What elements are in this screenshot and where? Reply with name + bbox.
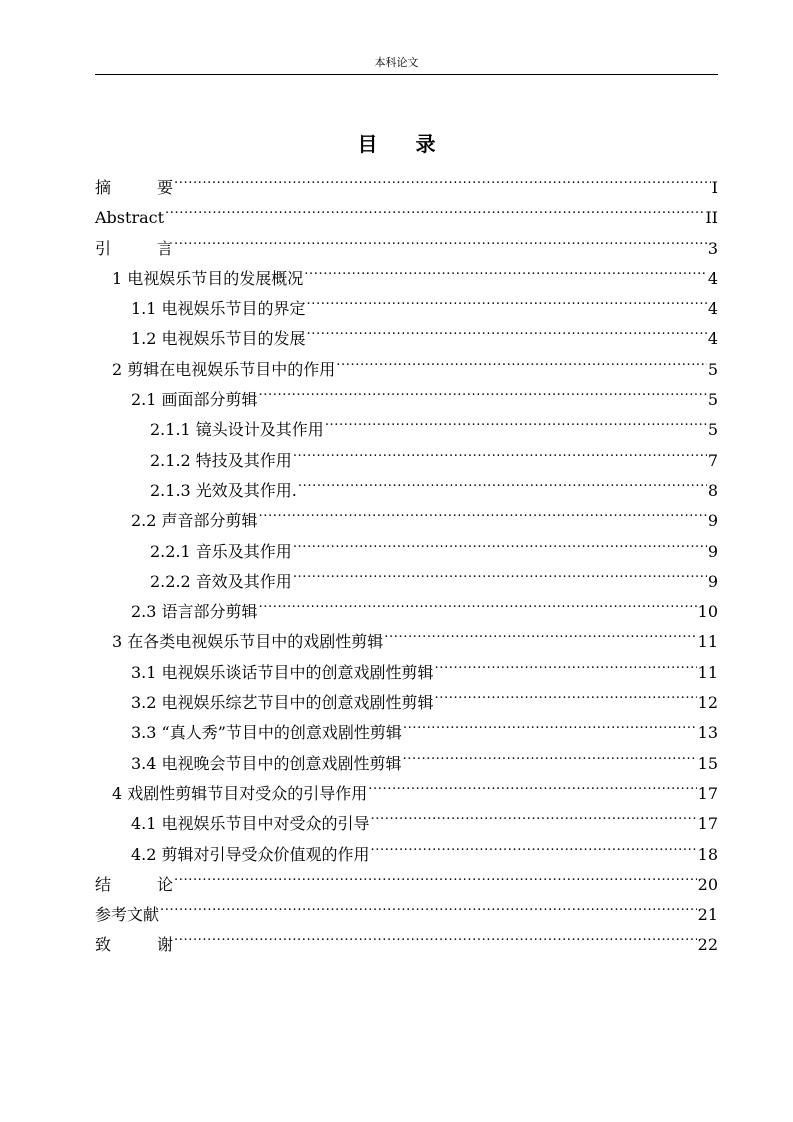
toc-dot-leader [293,557,707,587]
toc-dot-leader [403,708,697,738]
toc-page-number: 15 [697,753,718,773]
toc-dot-leader [174,163,711,193]
toc-entry[interactable] [95,920,718,955]
toc-page-number: 8 [707,480,718,500]
toc-dot-leader [435,648,697,678]
toc-page-number: 3 [707,238,718,258]
toc-dot-leader [384,617,696,647]
toc-entry-label: 引言 [95,238,220,258]
toc-entry-label: 3.3 “真人秀”节目中的创意戏剧性剪辑 [131,723,402,743]
toc-entry-label: 3.4 电视晚会节目中的创意戏剧性剪辑 [131,753,402,773]
toc-dot-leader [293,527,707,557]
toc-page-number: 7 [707,450,718,470]
toc-dot-leader [298,466,707,496]
toc-page-number: 17 [697,814,718,834]
toc-dot-leader [174,224,707,254]
toc-page-number: 12 [697,693,718,713]
toc-page-number: 9 [707,571,718,591]
toc-entry-label: 2 剪辑在电视娱乐节目中的作用 [112,359,336,379]
toc-dot-leader [435,678,697,708]
toc-dot-leader [160,890,697,920]
toc-dot-leader [307,284,707,314]
toc-page-number: II [705,208,718,228]
toc-entry-label: 2.1.2 特技及其作用 [150,450,292,470]
toc-page-number: 5 [707,420,718,440]
toc-entry-label: 4.1 电视娱乐节目中对受众的引导 [131,814,370,834]
toc-page-number: 18 [697,844,718,864]
toc-page-number: 22 [697,935,718,955]
running-header: 本科论文 [374,56,419,69]
toc-entry-label: 1 电视娱乐节目的发展概况 [112,268,304,288]
toc-entry-label: 2.2.1 音乐及其作用 [150,541,292,561]
toc-dot-leader [368,769,696,799]
toc-dot-leader [259,375,707,405]
toc-dot-leader [307,314,707,344]
toc-title-left: 目 [357,132,378,156]
toc-dot-leader [304,254,707,284]
toc-dot-leader [165,193,704,223]
toc-entry-label: 摘要 [95,178,220,197]
toc-dot-leader [174,860,697,890]
toc-entry-label: 4 戏剧性剪辑节目对受众的引导作用 [112,783,368,803]
toc-page-number: 5 [707,359,718,379]
toc-entry-label: 2.3 语言部分剪辑 [131,602,258,622]
toc-page-number: 20 [697,874,718,894]
toc-page-number: 4 [707,299,718,319]
toc-entry-label: 致谢 [95,935,220,955]
toc-entry-label: 4.2 剪辑对引导受众价值观的作用 [131,844,370,864]
toc-page-number: I [711,178,718,197]
toc-title [0,131,793,157]
toc-dot-leader [336,345,707,375]
toc-page-number: 13 [697,723,718,743]
toc-page-number: 5 [707,390,718,410]
toc-entry-label: 3.2 电视娱乐综艺节目中的创意戏剧性剪辑 [131,693,434,713]
toc-dot-leader [325,405,707,435]
toc-entry[interactable] [95,224,718,258]
toc-dot-leader [403,739,697,769]
toc-entry-label: 3 在各类电视娱乐节目中的戏剧性剪辑 [112,632,384,652]
toc-title-right: 录 [415,132,436,156]
toc-entry-label: 1.2 电视娱乐节目的发展 [131,329,306,349]
toc-dot-leader [259,587,697,617]
toc-page-number: 4 [707,268,718,288]
toc-entry-label: 2.1 画面部分剪辑 [131,390,258,410]
toc-page-number: 4 [707,329,718,349]
toc-dot-leader [371,799,697,829]
toc-page-number: 9 [707,511,718,531]
toc-entry-label: 结论 [95,874,220,894]
toc-entry[interactable] [95,860,718,894]
toc-dot-leader [259,496,707,526]
toc-page-number: 9 [707,541,718,561]
toc-page-number: 10 [697,602,718,622]
toc-page-number: 21 [697,905,718,925]
toc-entry[interactable] [95,193,718,228]
toc-entry-label: Abstract [95,208,165,228]
toc-page-number: 17 [697,783,718,803]
toc-entry-label: 2.1.1 镜头设计及其作用 [150,420,324,440]
toc-list [95,163,718,955]
toc-page-number: 11 [697,662,718,682]
toc-entry-label: 2.1.3 光效及其作用. [150,480,297,500]
toc-entry-label: 3.1 电视娱乐谈话节目中的创意戏剧性剪辑 [131,662,434,682]
header-rule [95,74,718,75]
toc-dot-leader [371,830,697,860]
toc-entry[interactable] [95,163,718,197]
toc-entry-label: 参考文献 [95,905,160,925]
toc-entry-label: 2.2.2 音效及其作用 [150,571,292,591]
toc-page-number: 11 [697,632,718,652]
toc-entry-label: 2.2 声音部分剪辑 [131,511,258,531]
toc-dot-leader [293,436,707,466]
toc-entry[interactable] [95,890,718,925]
toc-entry-label: 1.1 电视娱乐节目的界定 [131,299,306,319]
toc-dot-leader [174,920,697,950]
